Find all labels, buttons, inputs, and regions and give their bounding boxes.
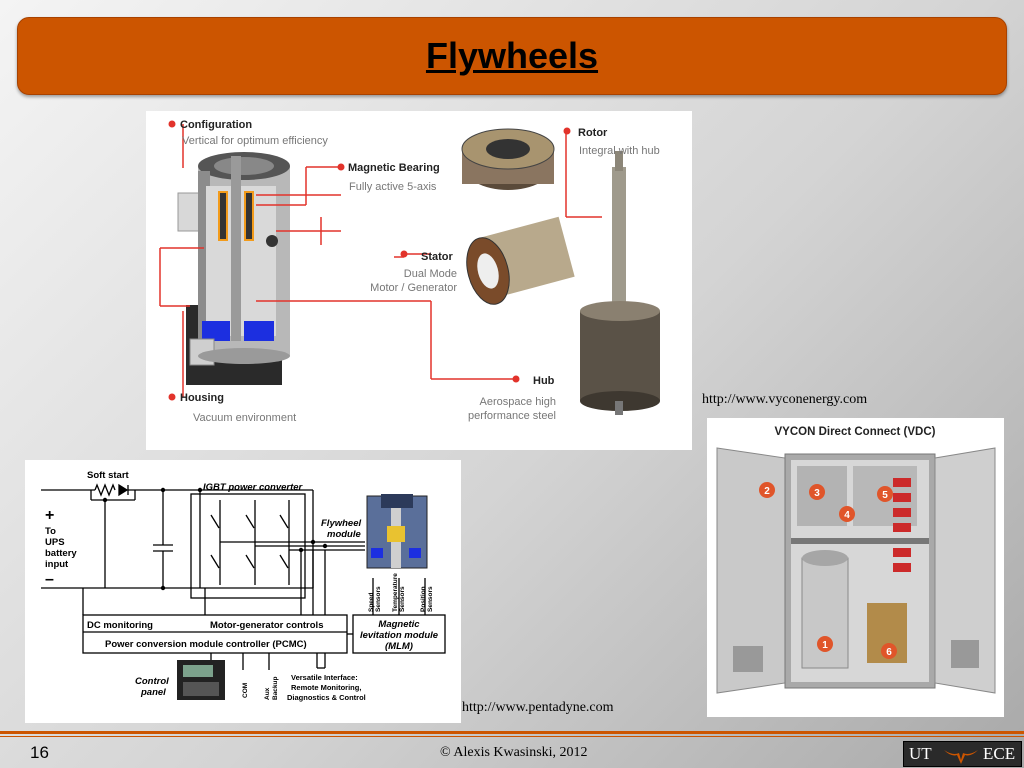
label-hub-desc-1: Aerospace high	[479, 396, 556, 408]
label-pos-2: Sensors	[427, 586, 434, 612]
label-stator-desc-1: Dual Mode	[403, 268, 457, 280]
label-rotor: Rotor	[578, 127, 608, 139]
label-stator: Stator	[421, 251, 453, 263]
flywheel-diagram-svg	[146, 111, 692, 450]
label-housing: Housing	[180, 392, 224, 404]
svg-text:5: 5	[882, 490, 888, 501]
label-igbt: IGBT power converter	[203, 482, 303, 493]
source-caption-pentadyne: http://www.pentadyne.com	[462, 700, 614, 715]
label-input-1: To	[45, 526, 56, 537]
label-pcmc: Power conversion module controller (PCMC)	[105, 639, 307, 650]
flywheel-diagram	[146, 111, 692, 450]
label-rotor-desc: Integral with hub	[579, 145, 660, 157]
label-vi-1: Versatile Interface:	[291, 673, 358, 682]
label-pos-1: Position	[420, 586, 427, 612]
page-number: 16	[30, 743, 49, 762]
label-mlm-2: levitation module	[359, 630, 439, 641]
label-plus: +	[45, 507, 55, 524]
ut-ece-logo	[903, 741, 1022, 767]
label-magnetic-bearing: Magnetic Bearing	[348, 162, 440, 174]
label-input-3: battery	[45, 548, 77, 559]
svg-text:3: 3	[814, 488, 820, 499]
footer-divider	[0, 731, 1024, 734]
label-vi-2: Remote Monitoring,	[291, 683, 362, 692]
logo-ece-text: ECE	[983, 744, 1016, 763]
logo-ut-text: UT	[909, 744, 932, 763]
label-input-4: input	[45, 559, 69, 570]
label-configuration: Configuration	[180, 119, 253, 131]
svg-text:6: 6	[886, 647, 892, 658]
control-panel-device	[177, 660, 225, 700]
label-vi-3: Diagnostics & Control	[287, 693, 366, 702]
rotor-illustration	[462, 129, 554, 190]
footer-divider-thin	[0, 736, 1024, 737]
cabinet-photo	[707, 418, 1004, 717]
label-magnetic-bearing-desc: Fully active 5-axis	[349, 181, 437, 193]
circuit-junctions	[103, 488, 327, 590]
label-soft-start: Soft start	[87, 470, 129, 481]
copyright: © Alexis Kwasinski, 2012	[440, 745, 588, 760]
label-temp-1: Temperature	[392, 573, 399, 612]
label-aux-2: Backup	[272, 676, 279, 700]
label-dc-monitoring: DC monitoring	[87, 620, 153, 631]
label-com: COM	[242, 682, 249, 698]
label-stator-desc-2: Motor / Generator	[370, 282, 457, 294]
title-bar	[17, 17, 1007, 95]
label-speed-1: Speed	[368, 592, 375, 612]
label-housing-desc: Vacuum environment	[193, 412, 297, 424]
label-configuration-desc: Vertical for optimum efficiency	[182, 135, 328, 147]
label-speed-2: Sensors	[375, 586, 382, 612]
flywheel-module-illustration	[367, 494, 427, 568]
label-flywheel-module-2: module	[327, 529, 361, 540]
label-mlm-3: (MLM)	[385, 641, 413, 652]
label-input-2: UPS	[45, 537, 65, 548]
label-minus: –	[45, 571, 54, 588]
flywheel-housing-illustration	[178, 152, 290, 385]
longhorn-icon	[943, 742, 979, 766]
svg-text:1: 1	[822, 640, 828, 651]
cabinet-photo-svg	[707, 418, 1004, 717]
label-control-panel-2: panel	[141, 687, 166, 698]
slide-title: Flywheels	[425, 35, 599, 76]
label-hub: Hub	[533, 375, 555, 387]
cabinet-title: VYCON Direct Connect (VDC)	[774, 426, 936, 438]
stator-illustration	[460, 217, 575, 309]
circuit-diagram	[25, 460, 461, 723]
source-caption-vycon: http://www.vyconenergy.com	[702, 392, 868, 407]
svg-text:4: 4	[844, 510, 850, 521]
label-motor-gen: Motor-generator controls	[210, 620, 324, 631]
circuit-diagram-svg	[25, 460, 461, 723]
label-mlm-1: Magnetic	[378, 619, 420, 630]
hub-illustration	[580, 151, 660, 415]
label-temp-2: Sensors	[399, 586, 406, 612]
label-hub-desc-2: performance steel	[467, 410, 556, 422]
label-aux-1: Aux	[264, 687, 271, 700]
svg-text:2: 2	[764, 486, 770, 497]
label-flywheel-module-1: Flywheel	[321, 518, 362, 529]
label-control-panel-1: Control	[135, 676, 169, 687]
